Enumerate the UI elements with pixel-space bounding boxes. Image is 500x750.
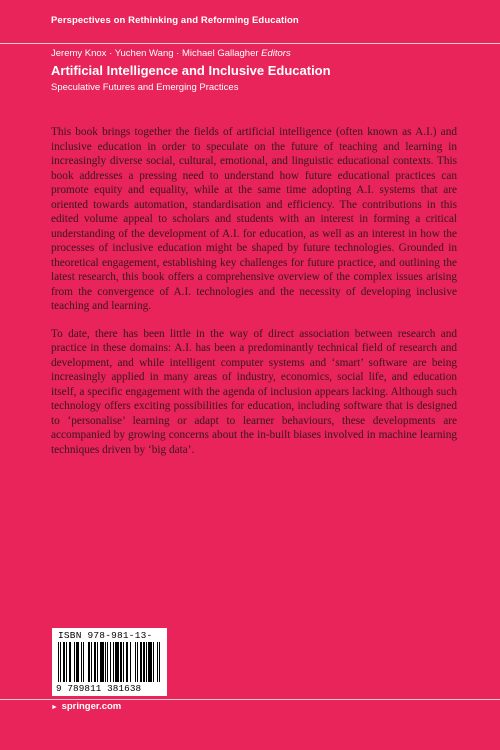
blurb-paragraph-1: This book brings together the fields of artificial intelligence (often known as A.I.) and inclusive education in order to speculate on the future of teaching and learning in increasingly diverse social, cultural, emotional, and linguistic educational contexts. This book addresses a pressing need to understand how future educational practices can promote equity and equality, while at the same time adopting A.I. systems that are oriented towards automation, standardisation and efficiency. The contributions in this edited volume appeal to scholars and students with an interest in forming a critical understanding of the development of A.I. for education, as well as an interest in how the processes of inclusive education might be shaped by future technologies. Grounded in theoretical engagement, establishing key challenges for future practice, and outlining the latest research, this book offers a comprehensive overview of the complex issues arising from the convergence of A.I. technologies and the necessity of developing inclusive teaching and learning. [51, 126, 457, 312]
blurb [51, 125, 457, 470]
barcode-bars [58, 642, 162, 682]
editors-line [51, 48, 291, 59]
publisher-website[interactable] [51, 701, 121, 712]
editors-role: Editors [261, 48, 291, 59]
book-subtitle: Speculative Futures and Emerging Practices [51, 82, 239, 93]
barcode-panel [52, 628, 167, 696]
top-divider [0, 43, 500, 44]
book-title: Artificial Intelligence and Inclusive Education [51, 63, 331, 78]
arrow-icon: ► [51, 704, 58, 711]
blurb-paragraph-2: To date, there has been little in the way of direct association between research and practice in these domains: A.I. has been a predominantly technical field of research and development, and while intelligent computer systems and ‘smart’ software are being increasingly applied in many areas of industry, economics, social life, and education itself, a specific engagement with the agenda of inclusion appears lacking. Although such technology offers exciting possibilities for education, including software that is designed to ‘personalise’ learning or adapt to learner behaviours, these developments are accompanied by growing concerns about the in-built biases involved in machine learning techniques driven by ‘big data’. [51, 327, 457, 456]
editor-names: Jeremy Knox · Yuchen Wang · Michael Gallagher [51, 48, 259, 59]
barcode-digits: 9 789811 381638 [56, 683, 142, 694]
website-url: springer.com [61, 701, 122, 712]
isbn-label: ISBN 978-981-13- [58, 630, 153, 641]
series-title: Perspectives on Rethinking and Reforming Education [51, 15, 299, 26]
bottom-divider [0, 699, 500, 700]
barcode-bar [160, 642, 161, 682]
